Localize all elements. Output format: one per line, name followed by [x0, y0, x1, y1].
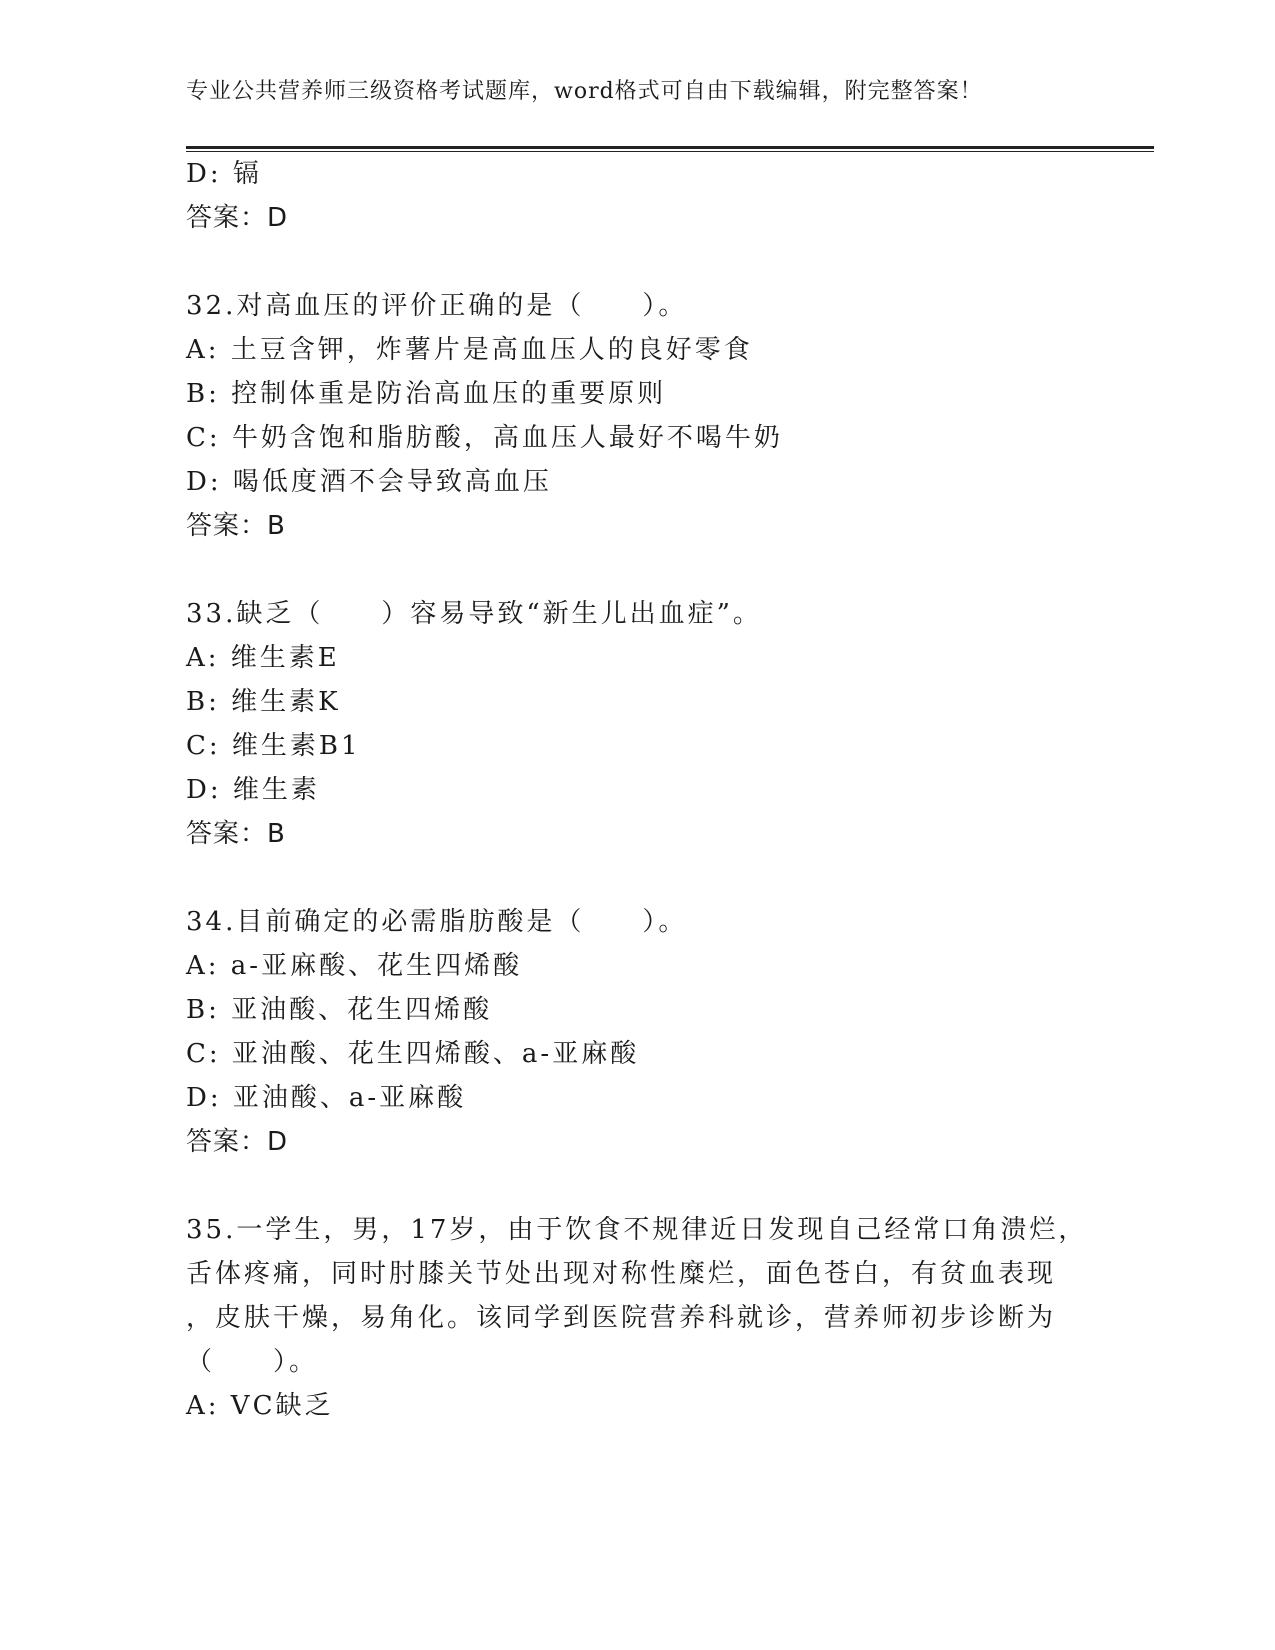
- option-line: B: 控制体重是防治高血压的重要原则: [186, 379, 667, 409]
- option-line: D: 镉: [186, 159, 262, 189]
- option-line: A: 维生素E: [186, 643, 340, 673]
- option-line: B: 亚油酸、花生四烯酸: [186, 995, 493, 1025]
- option-line: D: 喝低度酒不会导致高血压: [186, 467, 552, 497]
- option-line: D: 维生素: [186, 775, 320, 805]
- option-line: A: 土豆含钾，炸薯片是高血压人的良好零食: [186, 335, 753, 365]
- page-header: 专业公共营养师三级资格考试题库，word格式可自由下载编辑，附完整答案！: [186, 79, 983, 104]
- answer-line: 答案：B: [186, 511, 286, 541]
- option-line: D: 亚油酸、a-亚麻酸: [186, 1083, 467, 1113]
- question-line: 舌体疼痛，同时肘膝关节处出现对称性糜烂，面色苍白，有贫血表现: [186, 1259, 1057, 1289]
- question-line: （ ）。: [186, 1347, 319, 1377]
- question-line: 33.缺乏（ ）容易导致“新生儿出血症”。: [186, 599, 762, 629]
- answer-line: 答案：D: [186, 1127, 289, 1157]
- question-line: 35.一学生，男，17岁，由于饮食不规律近日发现自己经常口角溃烂，: [186, 1215, 1088, 1245]
- answer-line: 答案：D: [186, 203, 289, 233]
- option-line: A: VC缺乏: [186, 1391, 334, 1421]
- option-line: C: 牛奶含饱和脂肪酸，高血压人最好不喝牛奶: [186, 423, 783, 453]
- header-rule-thin: [186, 151, 1154, 152]
- option-line: C: 维生素B1: [186, 731, 361, 761]
- question-line: 32.对高血压的评价正确的是（ ）。: [186, 291, 688, 321]
- question-line: 34.目前确定的必需脂肪酸是（ ）。: [186, 907, 688, 937]
- option-line: C: 亚油酸、花生四烯酸、a-亚麻酸: [186, 1039, 640, 1069]
- option-line: A: a-亚麻酸、花生四烯酸: [186, 951, 523, 981]
- option-line: B: 维生素K: [186, 687, 341, 717]
- question-line: ，皮肤干燥，易角化。该同学到医院营养科就诊，营养师初步诊断为: [186, 1303, 1057, 1333]
- header-rule-thick: [186, 146, 1154, 149]
- answer-line: 答案：B: [186, 819, 286, 849]
